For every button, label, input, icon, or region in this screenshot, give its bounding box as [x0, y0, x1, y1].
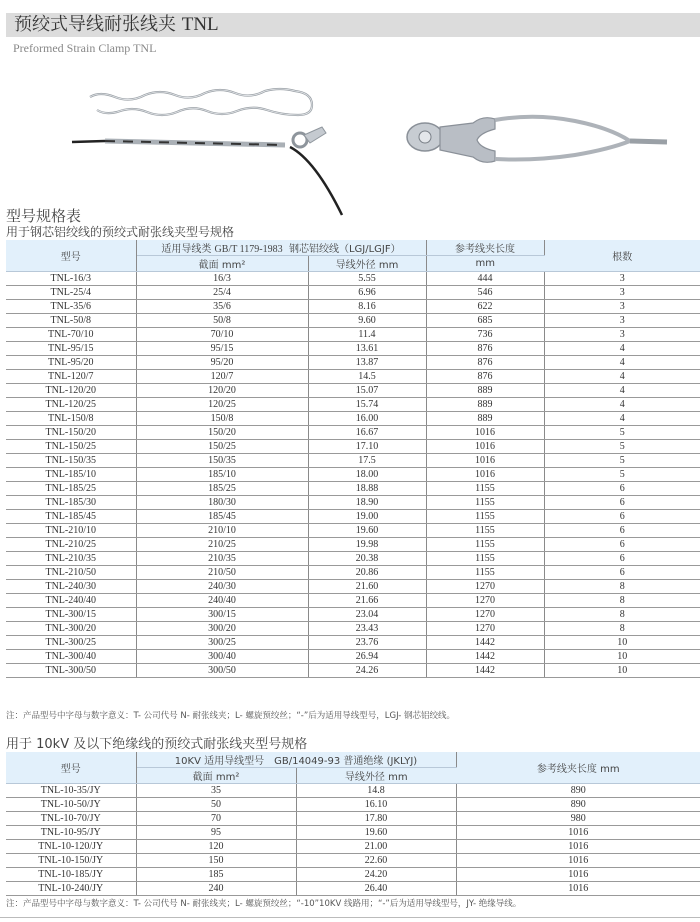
cell-diameter: 8.16 — [308, 300, 426, 314]
cell-model: TNL-10-120/JY — [6, 840, 136, 854]
cell-section: 240/30 — [136, 580, 308, 594]
cell-section: 185/45 — [136, 510, 308, 524]
cell-model: TNL-25/4 — [6, 286, 136, 300]
cell-length: 1155 — [426, 566, 544, 580]
cell-count: 6 — [544, 538, 700, 552]
cell-section: 95/20 — [136, 356, 308, 370]
cell-count: 3 — [544, 272, 700, 286]
table-row — [6, 286, 700, 300]
col-header-length: 参考线夹长度 mm — [456, 752, 700, 784]
cell-length: 890 — [456, 798, 700, 812]
cell-diameter: 23.43 — [308, 622, 426, 636]
table-row — [6, 854, 700, 868]
cell-length: 1016 — [426, 454, 544, 468]
cell-count: 3 — [544, 314, 700, 328]
cell-length: 1016 — [426, 468, 544, 482]
cell-length: 1442 — [426, 636, 544, 650]
cell-diameter: 26.40 — [296, 882, 456, 896]
table-row — [6, 356, 700, 370]
section1-note: 注：产品型号中字母与数字意义：T- 公司代号 N- 耐张线夹；L- 螺旋预绞丝；“-”后为适用导线型号，LGJ- 钢芯铝绞线。 — [6, 711, 456, 721]
table-row — [6, 798, 700, 812]
table-row — [6, 300, 700, 314]
table-row — [6, 412, 700, 426]
cell-model: TNL-300/50 — [6, 664, 136, 678]
cell-section: 210/25 — [136, 538, 308, 552]
cell-model: TNL-10-150/JY — [6, 854, 136, 868]
cell-section: 150/35 — [136, 454, 308, 468]
cell-diameter: 11.4 — [308, 328, 426, 342]
cell-diameter: 18.88 — [308, 482, 426, 496]
cell-section: 35 — [136, 784, 296, 798]
cell-diameter: 22.60 — [296, 854, 456, 868]
cell-model: TNL-10-70/JY — [6, 812, 136, 826]
cell-diameter: 26.94 — [308, 650, 426, 664]
cell-length: 622 — [426, 300, 544, 314]
cell-length: 1270 — [426, 594, 544, 608]
table-row — [6, 510, 700, 524]
cell-length: 1155 — [426, 524, 544, 538]
cell-diameter: 19.00 — [308, 510, 426, 524]
cell-model: TNL-10-50/JY — [6, 798, 136, 812]
section1-heading: 型号规格表 — [6, 207, 82, 225]
cell-model: TNL-120/25 — [6, 398, 136, 412]
cell-count: 10 — [544, 636, 700, 650]
cell-diameter: 9.60 — [308, 314, 426, 328]
preformed-loop-rod — [90, 89, 312, 115]
table-row — [6, 426, 700, 440]
col-header-length: 参考线夹长度 — [426, 240, 544, 256]
cell-length: 1442 — [426, 650, 544, 664]
cell-diameter: 20.86 — [308, 566, 426, 580]
table-row — [6, 622, 700, 636]
table-row — [6, 454, 700, 468]
cell-length: 1270 — [426, 580, 544, 594]
cell-section: 240 — [136, 882, 296, 896]
cell-model: TNL-300/20 — [6, 622, 136, 636]
cell-model: TNL-210/50 — [6, 566, 136, 580]
cell-length: 546 — [426, 286, 544, 300]
cell-diameter: 23.76 — [308, 636, 426, 650]
cell-length: 1270 — [426, 622, 544, 636]
divider — [0, 917, 700, 918]
table-row — [6, 784, 700, 798]
cell-model: TNL-35/6 — [6, 300, 136, 314]
cell-length: 1155 — [426, 482, 544, 496]
col-header-group-std: GB/T 1179-1983 — [214, 244, 283, 255]
cell-section: 300/25 — [136, 636, 308, 650]
table-row — [6, 398, 700, 412]
clamp-body — [440, 118, 495, 163]
cell-section: 185 — [136, 868, 296, 882]
cell-model: TNL-240/30 — [6, 580, 136, 594]
cell-count: 4 — [544, 398, 700, 412]
cell-diameter: 21.66 — [308, 594, 426, 608]
cell-section: 185/10 — [136, 468, 308, 482]
cell-length: 980 — [456, 812, 700, 826]
cell-length: 1016 — [456, 854, 700, 868]
col-header-group-type: 钢芯铝绞线（LGJ/LGJF） — [288, 244, 401, 255]
table-row — [6, 328, 700, 342]
table-row — [6, 566, 700, 580]
cell-diameter: 6.96 — [308, 286, 426, 300]
cell-section: 210/35 — [136, 552, 308, 566]
cell-model: TNL-120/7 — [6, 370, 136, 384]
cell-count: 8 — [544, 580, 700, 594]
cell-model: TNL-10-185/JY — [6, 868, 136, 882]
cell-diameter: 17.80 — [296, 812, 456, 826]
table-row — [6, 440, 700, 454]
conductor-drop — [290, 147, 342, 215]
cell-diameter: 13.61 — [308, 342, 426, 356]
spec-table-jklyj-body — [6, 784, 700, 896]
cell-length: 1016 — [456, 840, 700, 854]
cell-count: 6 — [544, 566, 700, 580]
cell-count: 6 — [544, 482, 700, 496]
col-header-group — [136, 240, 426, 256]
cell-section: 240/40 — [136, 594, 308, 608]
col-header-diameter: 导线外径 mm — [308, 256, 426, 272]
cell-section: 50/8 — [136, 314, 308, 328]
spec-table-jklyj — [6, 752, 700, 896]
table-row — [6, 636, 700, 650]
cell-length: 1016 — [456, 882, 700, 896]
cell-section: 25/4 — [136, 286, 308, 300]
cell-length: 876 — [426, 356, 544, 370]
cell-section: 180/30 — [136, 496, 308, 510]
table-row — [6, 826, 700, 840]
table-row — [6, 594, 700, 608]
cell-section: 150/20 — [136, 426, 308, 440]
cell-count: 6 — [544, 552, 700, 566]
cell-count: 3 — [544, 286, 700, 300]
cell-diameter: 21.00 — [296, 840, 456, 854]
cell-model: TNL-210/25 — [6, 538, 136, 552]
table-row — [6, 664, 700, 678]
conductor-end — [72, 141, 105, 142]
title-bar — [6, 13, 700, 37]
cell-model: TNL-185/30 — [6, 496, 136, 510]
cell-model: TNL-150/8 — [6, 412, 136, 426]
cell-count: 3 — [544, 328, 700, 342]
cell-diameter: 16.67 — [308, 426, 426, 440]
wire-lower — [495, 141, 630, 160]
page-title — [14, 13, 219, 37]
table-row — [6, 580, 700, 594]
cell-count: 4 — [544, 356, 700, 370]
cell-length: 890 — [456, 784, 700, 798]
cell-count: 4 — [544, 342, 700, 356]
preformed-clamp-photo — [60, 75, 370, 220]
table-row — [6, 812, 700, 826]
table-row — [6, 840, 700, 854]
table-row — [6, 524, 700, 538]
cell-section: 300/50 — [136, 664, 308, 678]
cell-count: 5 — [544, 440, 700, 454]
cell-model: TNL-185/45 — [6, 510, 136, 524]
cell-diameter: 24.26 — [308, 664, 426, 678]
cell-diameter: 14.5 — [308, 370, 426, 384]
cell-section: 300/15 — [136, 608, 308, 622]
section2-note: 注：产品型号中字母与数字意义：T- 公司代号 N- 耐张线夹；L- 螺旋预绞丝；“-10”10KV 线路用；“-”后为适用导线型号，JY- 绝缘导线。 — [6, 899, 522, 909]
table-row — [6, 868, 700, 882]
col-header-length-unit: mm — [426, 256, 544, 272]
cell-length: 889 — [426, 398, 544, 412]
cell-count: 6 — [544, 496, 700, 510]
cell-diameter: 16.10 — [296, 798, 456, 812]
cell-section: 35/6 — [136, 300, 308, 314]
cell-count: 8 — [544, 608, 700, 622]
cell-model: TNL-210/35 — [6, 552, 136, 566]
table-row — [6, 468, 700, 482]
strain-clamp-fitting-photo — [405, 95, 675, 170]
cell-count: 5 — [544, 426, 700, 440]
cell-diameter: 18.90 — [308, 496, 426, 510]
col-header-group-cn: 适用导线类 — [161, 244, 212, 255]
cell-diameter: 16.00 — [308, 412, 426, 426]
cell-section: 300/40 — [136, 650, 308, 664]
cell-model: TNL-300/15 — [6, 608, 136, 622]
cell-length: 876 — [426, 342, 544, 356]
cell-diameter: 20.38 — [308, 552, 426, 566]
cell-length: 1155 — [426, 552, 544, 566]
cell-section: 150/8 — [136, 412, 308, 426]
cell-count: 8 — [544, 594, 700, 608]
table-row — [6, 384, 700, 398]
cell-model: TNL-300/25 — [6, 636, 136, 650]
spec-table-lgj-body — [6, 272, 700, 678]
cell-section: 120 — [136, 840, 296, 854]
col-header-count: 根数 — [544, 240, 700, 272]
cell-model: TNL-210/10 — [6, 524, 136, 538]
table-row — [6, 538, 700, 552]
cell-length: 1442 — [426, 664, 544, 678]
cell-diameter: 18.00 — [308, 468, 426, 482]
cell-count: 3 — [544, 300, 700, 314]
cell-length: 444 — [426, 272, 544, 286]
wire-upper — [495, 117, 630, 141]
col-header-group: 10KV 适用导线型号 GB/14049-93 普通绝缘 (JKLYJ) — [136, 752, 456, 768]
table-row — [6, 882, 700, 896]
cell-diameter: 15.74 — [308, 398, 426, 412]
table-row — [6, 342, 700, 356]
cell-model: TNL-10-240/JY — [6, 882, 136, 896]
cell-model: TNL-10-95/JY — [6, 826, 136, 840]
cell-section: 120/25 — [136, 398, 308, 412]
cell-diameter: 19.60 — [296, 826, 456, 840]
cell-section: 185/25 — [136, 482, 308, 496]
cell-model: TNL-95/15 — [6, 342, 136, 356]
cell-diameter: 17.10 — [308, 440, 426, 454]
cell-diameter: 19.60 — [308, 524, 426, 538]
cell-model: TNL-185/25 — [6, 482, 136, 496]
spec-table-lgj — [6, 240, 700, 678]
cell-length: 1016 — [426, 440, 544, 454]
cell-length: 889 — [426, 412, 544, 426]
cell-count: 5 — [544, 454, 700, 468]
cell-diameter: 24.20 — [296, 868, 456, 882]
cell-section: 50 — [136, 798, 296, 812]
cell-length: 685 — [426, 314, 544, 328]
table-row — [6, 496, 700, 510]
cell-section: 120/7 — [136, 370, 308, 384]
cell-diameter: 5.55 — [308, 272, 426, 286]
col-header-model: 型号 — [6, 240, 136, 272]
cell-count: 4 — [544, 384, 700, 398]
cell-section: 95/15 — [136, 342, 308, 356]
cell-diameter: 17.5 — [308, 454, 426, 468]
table-row — [6, 650, 700, 664]
cell-length: 736 — [426, 328, 544, 342]
col-header-diameter: 导线外径 mm — [296, 768, 456, 784]
col-header-section: 截面 mm² — [136, 256, 308, 272]
cell-model: TNL-95/20 — [6, 356, 136, 370]
cell-section: 210/10 — [136, 524, 308, 538]
cell-model: TNL-16/3 — [6, 272, 136, 286]
cell-length: 1270 — [426, 608, 544, 622]
conductor-tail — [630, 141, 667, 142]
cell-diameter: 15.07 — [308, 384, 426, 398]
table-row — [6, 314, 700, 328]
cell-section: 150/25 — [136, 440, 308, 454]
table-row — [6, 370, 700, 384]
table-row — [6, 552, 700, 566]
table-row — [6, 482, 700, 496]
table-row — [6, 608, 700, 622]
cell-model: TNL-240/40 — [6, 594, 136, 608]
cell-count: 4 — [544, 412, 700, 426]
cell-model: TNL-150/20 — [6, 426, 136, 440]
cell-length: 876 — [426, 370, 544, 384]
cell-diameter: 23.04 — [308, 608, 426, 622]
cell-count: 6 — [544, 524, 700, 538]
cell-section: 300/20 — [136, 622, 308, 636]
cell-section: 95 — [136, 826, 296, 840]
cell-diameter: 21.60 — [308, 580, 426, 594]
page-title-cn: 预绞式导线耐张线夹 — [14, 14, 176, 35]
cell-count: 8 — [544, 622, 700, 636]
cell-section: 120/20 — [136, 384, 308, 398]
cell-section: 210/50 — [136, 566, 308, 580]
cell-section: 70 — [136, 812, 296, 826]
cell-model: TNL-10-35/JY — [6, 784, 136, 798]
cell-model: TNL-50/8 — [6, 314, 136, 328]
cell-model: TNL-70/10 — [6, 328, 136, 342]
cell-model: TNL-185/10 — [6, 468, 136, 482]
cell-count: 10 — [544, 650, 700, 664]
cell-count: 10 — [544, 664, 700, 678]
cell-section: 70/10 — [136, 328, 308, 342]
col-header-section: 截面 mm² — [136, 768, 296, 784]
cell-model: TNL-120/20 — [6, 384, 136, 398]
cell-length: 1155 — [426, 538, 544, 552]
cell-diameter: 13.87 — [308, 356, 426, 370]
clamp-bolt — [419, 131, 431, 143]
section1-subheading: 用于钢芯铝绞线的预绞式耐张线夹型号规格 — [6, 225, 235, 239]
cell-length: 1155 — [426, 496, 544, 510]
cell-length: 1016 — [456, 868, 700, 882]
table-row — [6, 272, 700, 286]
cell-length: 1016 — [456, 826, 700, 840]
section2-heading: 用于 10kV 及以下绝缘线的预绞式耐张线夹型号规格 — [6, 737, 308, 752]
cell-section: 16/3 — [136, 272, 308, 286]
cell-length: 1016 — [426, 426, 544, 440]
cell-count: 6 — [544, 510, 700, 524]
col-header-model: 型号 — [6, 752, 136, 784]
page-subtitle: Preformed Strain Clamp TNL — [13, 41, 157, 55]
cell-section: 150 — [136, 854, 296, 868]
cell-model: TNL-150/35 — [6, 454, 136, 468]
cell-length: 1155 — [426, 510, 544, 524]
cell-count: 5 — [544, 468, 700, 482]
cell-length: 889 — [426, 384, 544, 398]
cell-model: TNL-300/40 — [6, 650, 136, 664]
cell-count: 4 — [544, 370, 700, 384]
page-title-en: TNL — [181, 14, 219, 35]
cell-diameter: 14.8 — [296, 784, 456, 798]
cell-model: TNL-150/25 — [6, 440, 136, 454]
cell-diameter: 19.98 — [308, 538, 426, 552]
